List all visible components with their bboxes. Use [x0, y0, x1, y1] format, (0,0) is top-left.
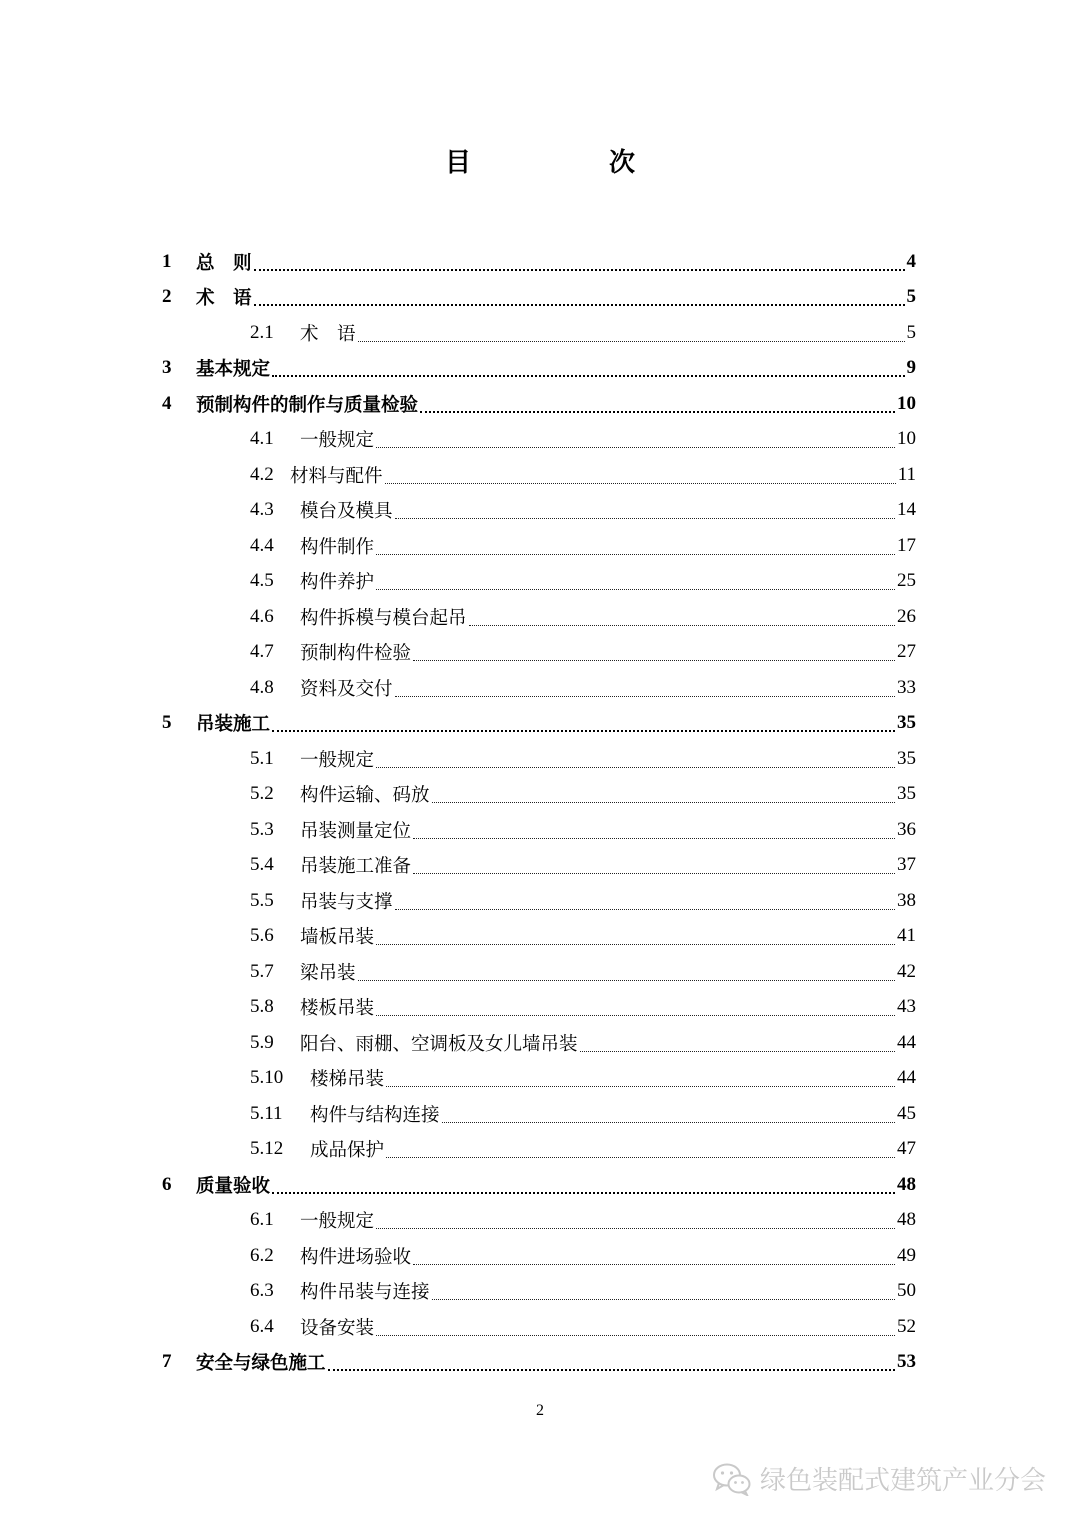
toc-dot-leader	[376, 588, 895, 590]
toc-entry-title: 楼梯吊装	[310, 1069, 385, 1091]
toc-entry-number: 5.8	[250, 996, 274, 1018]
toc-section-row[interactable]	[162, 457, 916, 493]
toc-dot-leader	[432, 1298, 895, 1300]
toc-section-row[interactable]	[162, 670, 916, 706]
toc-entry-page: 4	[906, 250, 916, 272]
toc-entry-title: 设备安装	[300, 1317, 375, 1339]
toc-entry-number: 4.4	[250, 534, 274, 556]
toc-entry-title: 梁吊装	[300, 962, 356, 984]
toc-entry-title: 材料与配件	[290, 465, 383, 487]
toc-entry-title: 总 则	[196, 252, 252, 274]
toc-section-row[interactable]	[162, 528, 916, 564]
toc-entry-title: 吊装测量定位	[300, 820, 412, 842]
toc-entry-title: 术 语	[196, 288, 252, 310]
page-title: 目 次	[444, 148, 691, 178]
toc-entry-title: 预制构件检验	[300, 643, 412, 665]
toc-dot-leader	[358, 979, 895, 981]
toc-entry-page: 36	[897, 818, 916, 840]
toc-entry-page: 47	[897, 1138, 916, 1160]
toc-entry-title: 资料及交付	[300, 678, 393, 700]
toc-dot-leader	[395, 908, 895, 910]
toc-entry-page: 38	[897, 889, 916, 911]
toc-entry-page: 5	[906, 286, 916, 308]
toc-entry-title: 阳台、雨棚、空调板及女儿墙吊装	[300, 1033, 578, 1055]
toc-entry-number: 4.8	[250, 676, 274, 698]
toc-entry-page: 45	[897, 1102, 916, 1124]
toc-entry-title: 墙板吊装	[300, 927, 375, 949]
toc-entry-page: 37	[897, 854, 916, 876]
toc-entry-number: 4.6	[250, 605, 274, 627]
toc-entry-page: 35	[897, 747, 916, 769]
toc-chapter-row[interactable]	[162, 244, 916, 280]
toc-entry-number: 7	[162, 1351, 172, 1373]
toc-entry-title: 吊装施工	[196, 714, 271, 736]
toc-entry-number: 6.3	[250, 1280, 274, 1302]
toc-dot-leader	[413, 837, 895, 839]
toc-entry-number: 5.1	[250, 747, 274, 769]
toc-section-row[interactable]	[162, 1238, 916, 1274]
toc-chapter-row[interactable]	[162, 386, 916, 422]
toc-entry-number: 5.11	[250, 1102, 283, 1124]
toc-entry-number: 6.4	[250, 1315, 274, 1337]
toc-dot-leader	[413, 872, 895, 874]
toc-dot-leader	[272, 374, 904, 377]
toc-dot-leader	[254, 268, 905, 271]
toc-entry-title: 预制构件的制作与质量检验	[196, 394, 419, 416]
toc-section-row[interactable]	[162, 422, 916, 458]
toc-entry-page: 35	[897, 783, 916, 805]
toc-entry-page: 5	[906, 321, 916, 343]
toc-entry-page: 10	[897, 392, 916, 414]
toc-dot-leader	[469, 624, 895, 626]
toc-dot-leader	[580, 1050, 895, 1052]
toc-entry-number: 4.3	[250, 499, 274, 521]
toc-dot-leader	[395, 695, 895, 697]
toc-entry-page: 11	[897, 463, 916, 485]
toc-entry-title: 构件制作	[300, 536, 375, 558]
toc-chapter-row[interactable]	[162, 1345, 916, 1381]
toc-entry-page: 49	[897, 1244, 916, 1266]
toc-entry-number: 2	[162, 286, 172, 308]
toc-entry-number: 5	[162, 712, 172, 734]
toc-chapter-row[interactable]	[162, 706, 916, 742]
toc-entry-page: 26	[897, 605, 916, 627]
toc-section-row[interactable]	[162, 1025, 916, 1061]
toc-entry-title: 构件运输、码放	[300, 785, 430, 807]
toc-entry-title: 模台及模具	[300, 501, 393, 523]
toc-dot-leader	[376, 943, 895, 945]
toc-section-row[interactable]	[162, 812, 916, 848]
toc-entry-number: 5.3	[250, 818, 274, 840]
toc-section-row[interactable]	[162, 741, 916, 777]
toc-entry-number: 6.2	[250, 1244, 274, 1266]
toc-dot-leader	[376, 553, 895, 555]
toc-entry-number: 4.1	[250, 428, 274, 450]
toc-entry-title: 构件拆模与模台起吊	[300, 607, 467, 629]
toc-entry-title: 构件养护	[300, 572, 375, 594]
toc-entry-page: 17	[897, 534, 916, 556]
toc-entry-number: 5.6	[250, 925, 274, 947]
toc-section-row[interactable]	[162, 635, 916, 671]
toc-dot-leader	[376, 766, 895, 768]
toc-dot-leader	[376, 1227, 895, 1229]
toc-entry-number: 3	[162, 357, 172, 379]
toc-entry-page: 27	[897, 641, 916, 663]
toc-dot-leader	[413, 1263, 895, 1265]
toc-dot-leader	[420, 410, 895, 413]
toc-section-row[interactable]	[162, 848, 916, 884]
toc-section-row[interactable]	[162, 564, 916, 600]
toc-entry-number: 5.12	[250, 1138, 284, 1160]
watermark	[712, 1460, 1046, 1497]
toc-entry-title: 构件与结构连接	[310, 1104, 440, 1126]
toc-section-row[interactable]	[162, 919, 916, 955]
toc-entry-page: 9	[906, 357, 916, 379]
toc-section-row[interactable]	[162, 990, 916, 1026]
toc-entry-number: 5.7	[250, 960, 274, 982]
toc-entry-page: 33	[897, 676, 916, 698]
toc-dot-leader	[376, 446, 895, 448]
toc-entry-page: 41	[897, 925, 916, 947]
toc-section-row[interactable]	[162, 1096, 916, 1132]
wechat-icon	[712, 1462, 752, 1496]
toc-section-row[interactable]	[162, 1132, 916, 1168]
toc-entry-number: 4.2	[250, 463, 274, 485]
toc-entry-title: 吊装与支撑	[300, 891, 393, 913]
toc-entry-number: 5.10	[250, 1067, 284, 1089]
toc-section-row[interactable]	[162, 315, 916, 351]
toc-chapter-row[interactable]	[162, 1167, 916, 1203]
toc-entry-page: 44	[897, 1031, 916, 1053]
toc-dot-leader	[328, 1368, 895, 1371]
toc-entry-page: 53	[897, 1351, 916, 1373]
toc-entry-title: 一般规定	[300, 749, 375, 771]
toc-entry-page: 44	[897, 1067, 916, 1089]
toc-entry-title: 基本规定	[196, 359, 271, 381]
toc-entry-number: 1	[162, 250, 172, 272]
toc-entry-title: 质量验收	[196, 1175, 271, 1197]
toc-entry-number: 5.2	[250, 783, 274, 805]
toc-entry-number: 2.1	[250, 321, 274, 343]
toc-entry-number: 6.1	[250, 1209, 274, 1231]
toc-entry-page: 10	[897, 428, 916, 450]
toc-dot-leader	[254, 303, 905, 306]
toc-entry-page: 48	[897, 1173, 916, 1195]
toc-dot-leader	[272, 1191, 895, 1194]
toc-entry-number: 4	[162, 392, 172, 414]
watermark-text: 绿色装配式建筑产业分会	[760, 1466, 1047, 1496]
toc-entry-page: 25	[897, 570, 916, 592]
toc-entry-number: 4.5	[250, 570, 274, 592]
toc-entry-title: 吊装施工准备	[300, 856, 412, 878]
toc-section-row[interactable]	[162, 1203, 916, 1239]
toc-entry-page: 14	[897, 499, 916, 521]
toc-dot-leader	[376, 1334, 895, 1336]
toc-entry-title: 楼板吊装	[300, 998, 375, 1020]
toc-chapter-row[interactable]	[162, 351, 916, 387]
toc-entry-title: 一般规定	[300, 1211, 375, 1233]
toc-entry-page: 48	[897, 1209, 916, 1231]
toc-entry-title: 术 语	[300, 323, 356, 345]
toc-dot-leader	[413, 659, 895, 661]
toc-entry-page: 35	[897, 712, 916, 734]
toc-entry-title: 安全与绿色施工	[196, 1353, 326, 1375]
toc-section-row[interactable]	[162, 777, 916, 813]
toc-entry-title: 一般规定	[300, 430, 375, 452]
toc-entry-title: 成品保护	[310, 1140, 385, 1162]
toc-section-row[interactable]	[162, 954, 916, 990]
toc-entry-number: 5.4	[250, 854, 274, 876]
page-number: 2	[536, 1402, 544, 1419]
toc-dot-leader	[386, 1085, 895, 1087]
toc-dot-leader	[385, 482, 896, 484]
toc-section-row[interactable]	[162, 1274, 916, 1310]
toc-section-row[interactable]	[162, 599, 916, 635]
toc-entry-number: 4.7	[250, 641, 274, 663]
toc-entry-number: 6	[162, 1173, 172, 1195]
toc-section-row[interactable]	[162, 883, 916, 919]
toc-section-row[interactable]	[162, 1309, 916, 1345]
toc-dot-leader	[272, 729, 895, 732]
toc-section-row[interactable]	[162, 1061, 916, 1097]
toc-entry-page: 43	[897, 996, 916, 1018]
toc-dot-leader	[395, 517, 895, 519]
toc-dot-leader	[386, 1156, 895, 1158]
toc-entry-title: 构件进场验收	[300, 1246, 412, 1268]
toc-entry-number: 5.9	[250, 1031, 274, 1053]
toc-entry-page: 42	[897, 960, 916, 982]
toc-section-row[interactable]	[162, 493, 916, 529]
toc-dot-leader	[376, 1014, 895, 1016]
toc-dot-leader	[358, 340, 905, 342]
toc-entry-page: 50	[897, 1280, 916, 1302]
toc-entry-number: 5.5	[250, 889, 274, 911]
toc-entry-page: 52	[897, 1315, 916, 1337]
toc-entry-title: 构件吊装与连接	[300, 1282, 430, 1304]
toc-dot-leader	[442, 1121, 895, 1123]
toc-chapter-row[interactable]	[162, 280, 916, 316]
toc-dot-leader	[432, 801, 895, 803]
table-of-contents	[162, 244, 916, 1380]
